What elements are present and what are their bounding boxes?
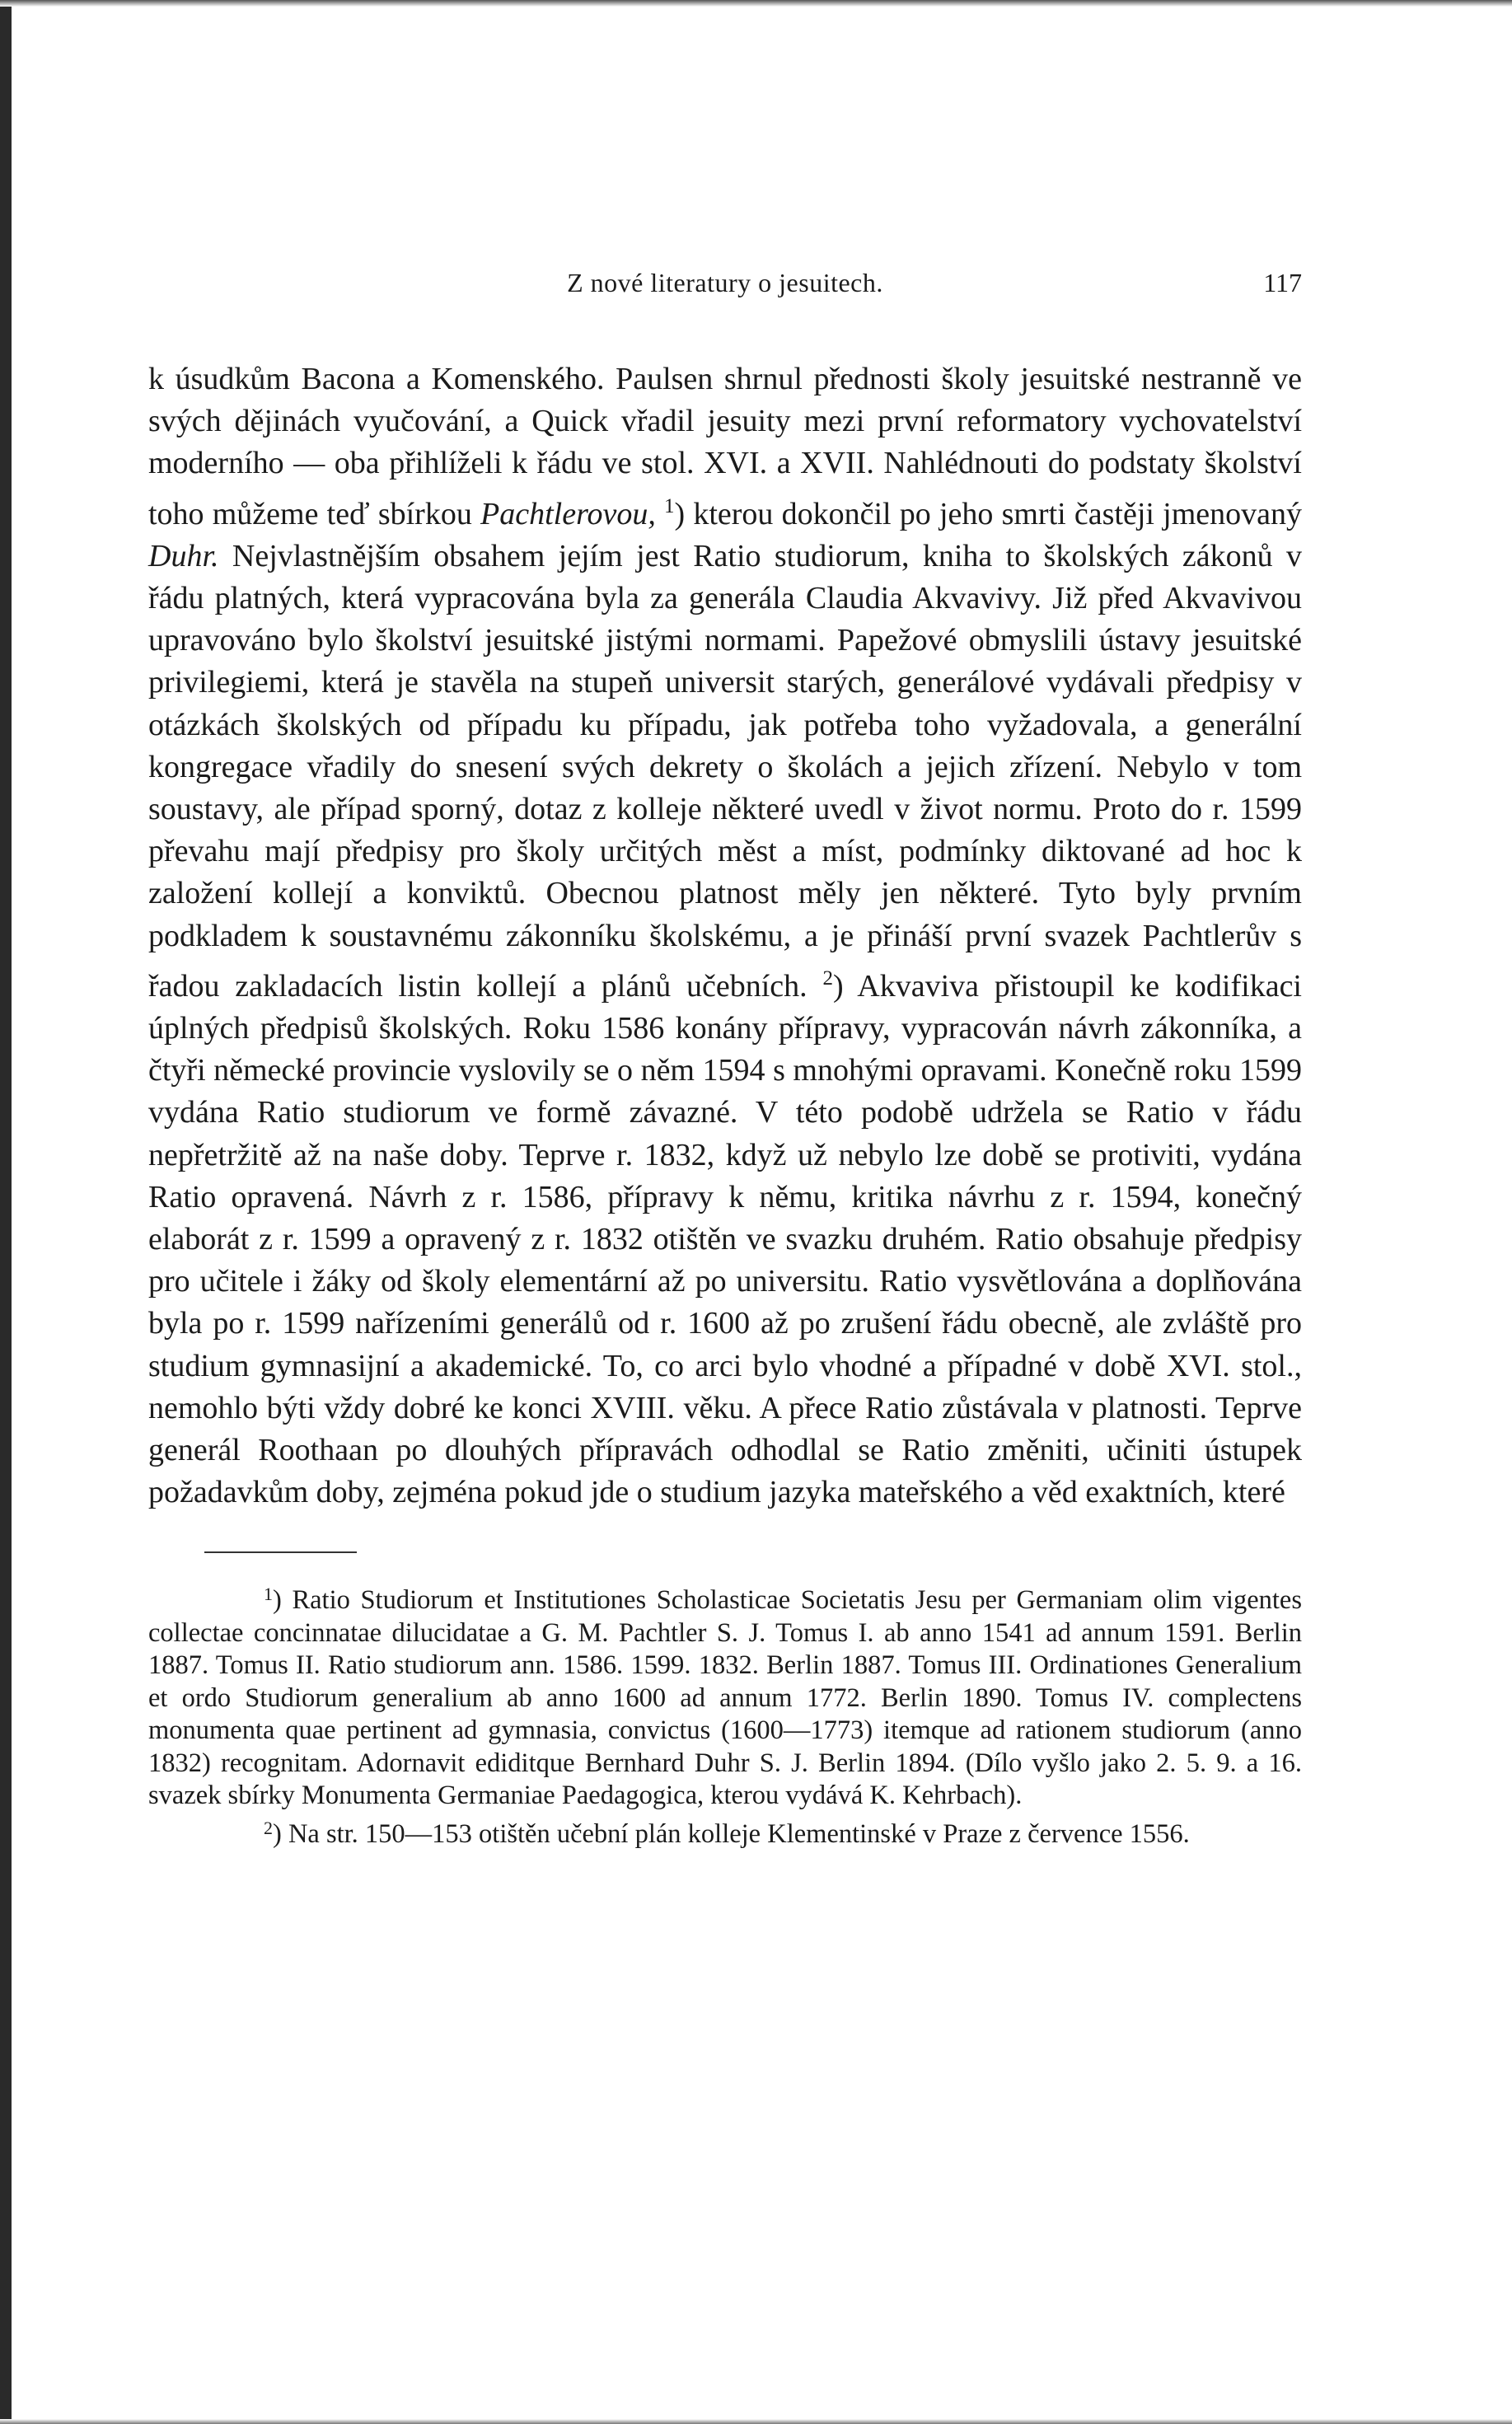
footnote-ref-2: 2 — [822, 966, 833, 990]
text-segment: ) Akvaviva přistoupil ke kodifikaci úplných předpisů školských. Roku 1586 konány přípravy, vypracován návrh zákonníka, a čtyři německé provincie vyslovily se o něm 1594 s mnohými opravami. Konečně roku 1599 vydána Ratio studiorum ve formě závazné. V této podobě udržela se Ratio v řádu nepřetržitě až na naše doby. Teprve r. 1832, když už nebylo lze době se protiviti, vydána Ratio opravená. Návrh z r. 1586, přípravy k němu, kritika návrhu z r. 1594, konečný elaborát z r. 1599 a opravený z r. 1832 otištěn ve svazku druhém. Ratio obsahuje předpisy pro učitele i žáky od školy elementární až po universitu. Ratio vysvětlována a doplňována byla po r. 1599 nařízeními generálů od r. 1600 až po zrušení řádu obecně, ale zvláště pro studium gymnasijní a akademické. To, co arci bylo vhodné a případné v době XVI. stol., nemohlo býti vždy dobré ke konci XVIII. věku. A přece Ratio zůstávala v platnosti. Teprve generál Roothaan po dlouhých přípravách odhodlal se Ratio změniti, učiniti ústupek požadavkům doby, zejména pokud jde o studium jazyka mateřského a věd exaktních, které — [148, 968, 1302, 1510]
footnote-mark: 1 — [264, 1584, 273, 1605]
footnote-text: ) Na str. 150—153 otištěn učební plán kolleje Klementinské v Praze z července 1556. — [273, 1819, 1190, 1850]
footnote-ref-1: 1 — [664, 494, 675, 517]
text-segment: ) kterou dokončil po jeho smrti častěji jmenovaný — [674, 496, 1302, 531]
body-paragraph — [148, 358, 1302, 1514]
footnotes — [148, 1578, 1302, 1851]
page-edge-top — [0, 0, 1512, 7]
page-number: 117 — [1263, 268, 1302, 297]
page-edge-bottom — [0, 2419, 1512, 2424]
running-title: Z nové literatury o jesuitech. — [567, 268, 883, 297]
body-text — [148, 358, 1302, 1514]
book-page — [148, 268, 1302, 1851]
running-head — [148, 268, 1302, 309]
footnote-divider — [204, 1551, 357, 1553]
text-segment: Nejvlastnějším obsahem jejím jest Ratio studiorum, kniha to školských zákonů v řádu platných, která vypracována byla za generála Claudia Akvavivy. Již před Akvavivou upravováno bylo školství jesuitské jistými normami. Papežové obmyslili ústavy jesuitské privilegiemi, která je stavěla na stupeň universit starých, generálové vydávali předpisy v otázkách školských od případu ku případu, jak potřeba toho vyžadovala, a generální kongregace vřadily do snesení svých dekrety o školách a jejich zřízení. Nebylo v tom soustavy, ale případ sporný, dotaz z kolleje některé uvedl v život normu. Proto do r. 1599 převahu mají předpisy pro školy určitých měst a míst, podmínky diktované ad hoc k založení kollejí a konviktů. Obecnou platnost měly jen některé. Tyto byly prvním podkladem k soustavnému zákonníku školskému, a je přináší první svazek Pachtlerův s řadou zakladacích listin kollejí a plánů učebních. — [148, 538, 1302, 1004]
page-edge-left — [0, 0, 12, 2424]
footnote-mark: 2 — [264, 1818, 273, 1839]
footnote-text: ) Ratio Studiorum et Institutiones Scholasticae Societatis Jesu per Germaniam olim vigentes collectae concinnatae dilucidatae a G. M. Pachtler S. J. Tomus I. ab anno 1541 ad annum 1591. Berlin 1887. Tomus II. Ratio studiorum ann. 1586. 1599. 1832. Berlin 1887. Tomus III. Ordinationes Generalium et ordo Studiorum generalium ab anno 1600 ad annum 1772. Berlin 1890. Tomus IV. complectens monumenta quae pertinent ad gymnasia, convictus (1600—1773) itemque ad rationem studiorum (anno 1832) recognitam. Adornavit ediditque Bernhard Duhr S. J. Berlin 1894. (Dílo vyšlo jako 2. 5. 9. a 16. svazek sbírky Monumenta Germaniae Paedagogica, kterou vydává K. Kehrbach). — [148, 1585, 1302, 1810]
footnote-1 — [148, 1578, 1302, 1812]
italic-pachtler: Pachtlerovou, — [480, 496, 656, 531]
footnote-2 — [148, 1812, 1302, 1851]
italic-duhr: Duhr. — [148, 538, 219, 573]
text-segment: k úsudkům Bacona a Komenského. Paulsen shrnul přednosti školy jesuitské nestranně ve svých dějinách vyučování, a Quick vřadil jesuity mezi první reformatory vychovatelství moderního — oba přihlíželi k řádu ve stol. XVI. a XVII. Nahlédnouti do podstaty školství toho můžeme teď sbírkou — [148, 362, 1302, 531]
